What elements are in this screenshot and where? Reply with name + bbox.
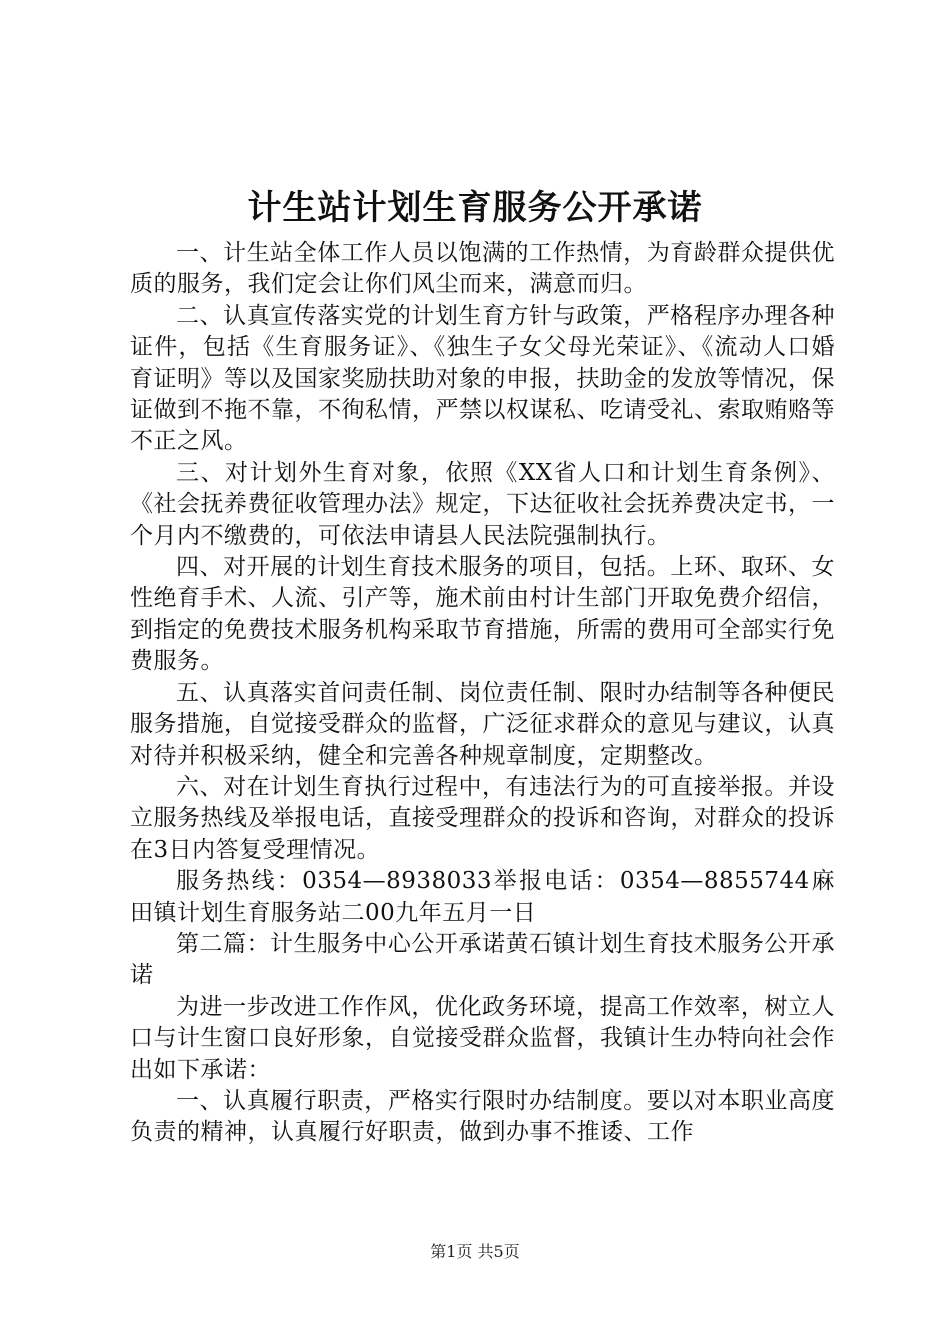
paragraph-5: 五、认真落实首问责任制、岗位责任制、限时办结制等各种便民服务措施，自觉接受群众的监督，广泛征求群众的意见与建议，认真对待并积极采纳，健全和完善各种规章制度，定期整改。 xyxy=(130,679,835,769)
paragraph-intro: 为进一步改进工作作风，优化政务环境，提高工作效率，树立人口与计生窗口良好形象，自觉接受群众监督，我镇计生办特向社会作出如下承诺： xyxy=(130,993,835,1083)
paragraph-commitment-1: 一、认真履行职责，严格实行限时办结制度。要以对本职业高度负责的精神，认真履行好职责，做到办事不推诿、工作 xyxy=(130,1087,835,1146)
paragraph-3: 三、对计划外生育对象，依照《XX省人口和计划生育条例》、《社会抚养费征收管理办法》规定，下达征收社会抚养费决定书，一个月内不缴费的，可依法申请县人民法院强制执行。 xyxy=(130,459,835,549)
paragraph-1: 一、计生站全体工作人员以饱满的工作热情，为育龄群众提供优质的服务，我们定会让你们风尘而来，满意而归。 xyxy=(130,240,835,298)
paragraph-hotline: 服务热线：0354—8938033举报电话：0354—8855744麻田镇计划生育服务站二00九年五月一日 xyxy=(130,868,835,926)
paragraph-2: 二、认真宣传落实党的计划生育方针与政策，严格程序办理各种证件，包括《生育服务证》、《独生子女父母光荣证》、《流动人口婚育证明》等以及国家奖励扶助对象的申报，扶助金的发放等情况，保证做到不拖不靠，不徇私情，严禁以权谋私、吃请受礼、索取贿赂等不正之风。 xyxy=(130,302,835,455)
page-footer: 第1页 共5页 xyxy=(430,1242,520,1261)
document-body xyxy=(130,238,835,1149)
paragraph-6: 六、对在计划生育执行过程中，有违法行为的可直接举报。并设立服务热线及举报电话，直接受理群众的投诉和咨询，对群众的投诉在3日内答复受理情况。 xyxy=(130,773,835,863)
paragraph-4: 四、对开展的计划生育技术服务的项目，包括。上环、取环、女性绝育手术、人流、引产等，施术前由村计生部门开取免费介绍信，到指定的免费技术服务机构采取节育措施，所需的费用可全部实行免费服务。 xyxy=(130,554,835,675)
document-title: 计生站计划生育服务公开承诺 xyxy=(247,188,703,228)
paragraph-section-two-heading: 第二篇：计生服务中心公开承诺黄石镇计划生育技术服务公开承诺 xyxy=(130,930,835,989)
